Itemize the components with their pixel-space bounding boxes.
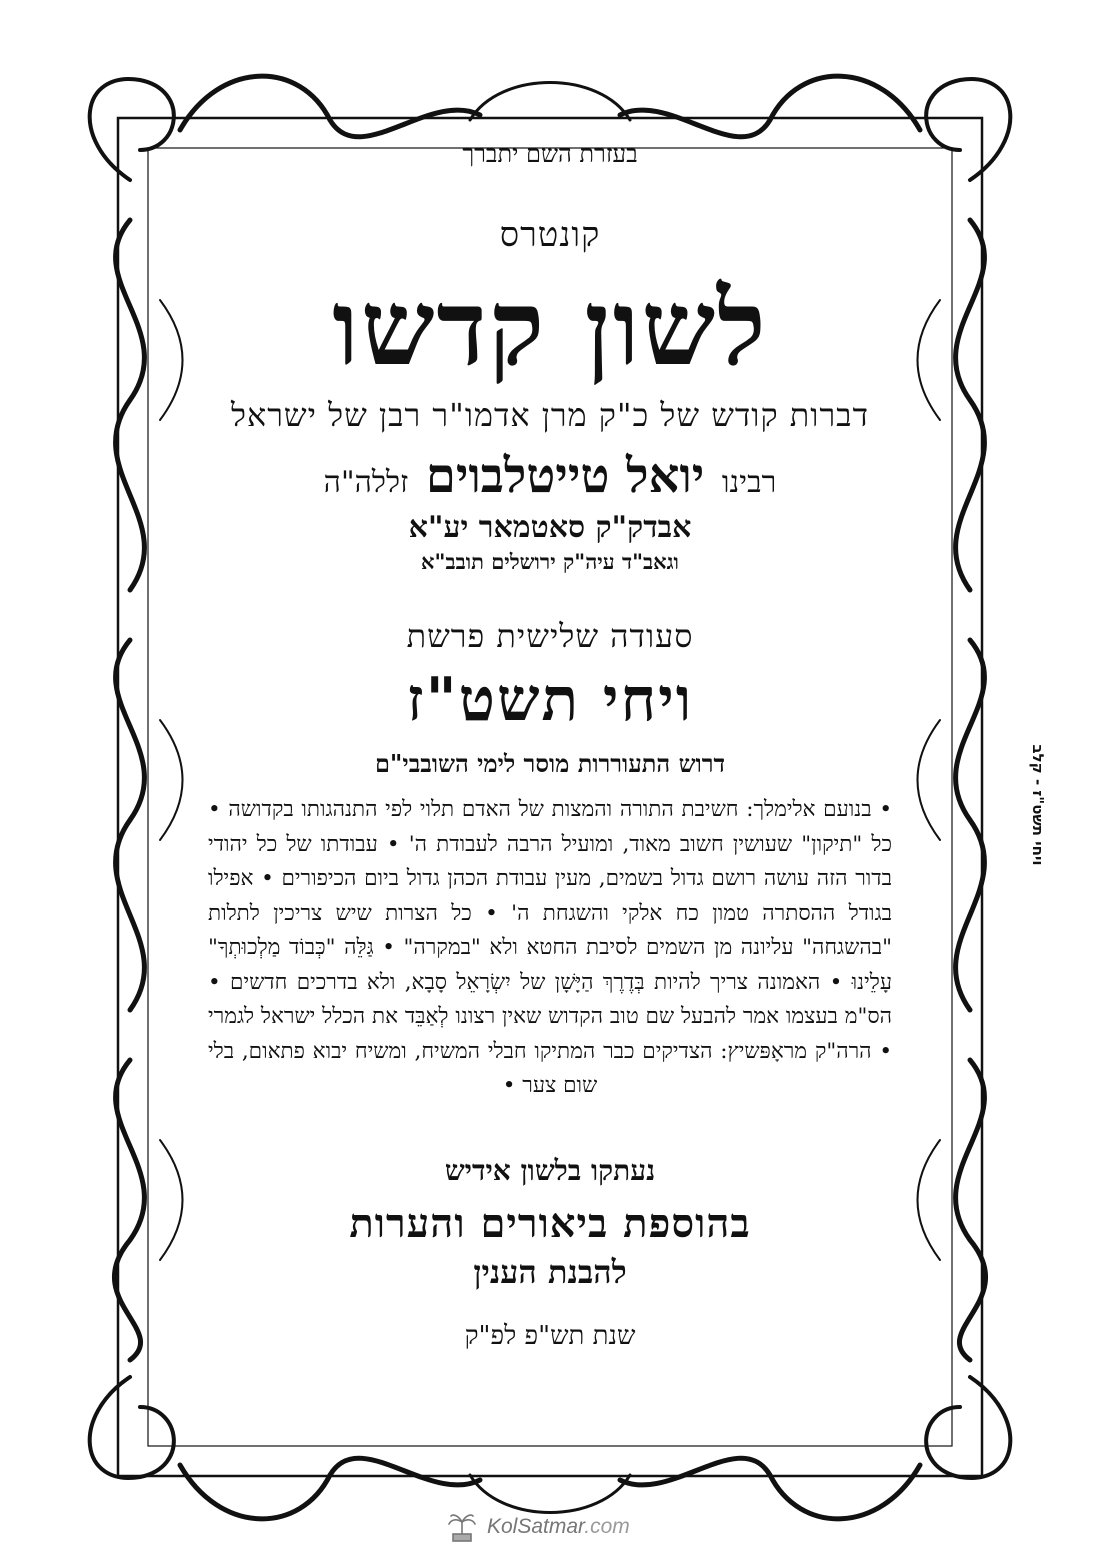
translation-note: נעתקו בלשון אידיש (444, 1153, 656, 1187)
logo-domain: .com (584, 1515, 630, 1538)
understanding-line: להבנת הענין (473, 1252, 627, 1291)
satmar-line: אבדק"ק סאטמאר יע"א (408, 510, 692, 546)
parsha-year: ויחי תשט"ז (406, 665, 694, 736)
additions-line: בהוספת ביאורים והערות (349, 1199, 751, 1247)
rebbe-name: יואל טייטלבוים (425, 448, 705, 505)
main-title: לשון קדשו (332, 266, 768, 389)
title-page-content (200, 130, 900, 1351)
kuntres-label: קונטרס (499, 215, 601, 255)
drush-line: דרוש התעוררות מוסר לימי השובבי"ם (374, 749, 726, 779)
rebbe-prefix: רבינו (721, 465, 777, 501)
jerusalem-line: וגאב"ד עיה"ק ירושלים תובב"א (421, 549, 679, 575)
palm-tree-icon (445, 1510, 479, 1544)
year-line: שנת תש"פ לפ"ק (464, 1320, 636, 1351)
subtitle-line: דברות קודש של כ"ק מרן אדמו"ר רבן של ישראל (231, 396, 869, 435)
side-note: ויחי תשט"ז - קלב (1029, 744, 1047, 866)
rebbe-suffix: זללה"ה (323, 465, 409, 501)
logo-text (487, 1515, 630, 1539)
kolsatmar-logo[interactable] (445, 1510, 630, 1544)
summary-paragraph: • בנועם אלימלך: חשיבת התורה והמצות של האדם תלוי לפי התנהגותו בקדושה • כל "תיקון" שעושין חשוב מאוד, ומועיל הרבה לעבודת ה' • עבודתו של כל יהודי בדור הזה עושה רושם גדול בשמים, מעין עבודת הכהן גדול ביום הכיפורים • אפילו בגודל ההסתרה טמון כח אלקי והשגחת ה' • כל הצרות שיש צריכין לתלות "בהשגחה" עליונה מן השמים לסיבת החטא ולא "במקרה" • גַּלֵּה "כְּבוֹד מַלְכוּתְךָ" עָלֵינוּ • האמונה צריך להיות בְּדֶרֶךְ הַיָּשָׁן של יִשְׂרָאֵל סָבָא, ולא בדרכים חדשים • הס"מ בעצמו אמר להבעל שם טוב הקדוש שאין רצונו לְאַבֵּד את הכלל ישראל לגמרי • הרה"ק מראָפּשיץ: הצדיקים כבר המתיקו חבלי המשיח, ומשיח יבוא פתאום, בלי שום צער • (208, 797, 892, 1099)
logo-name: KolSatmar (487, 1515, 585, 1538)
seuda-line: סעודה שלישית פרשת (406, 617, 694, 656)
top-blessing: בעזרת השם יתברך (462, 140, 638, 168)
rebbe-line (200, 448, 900, 504)
